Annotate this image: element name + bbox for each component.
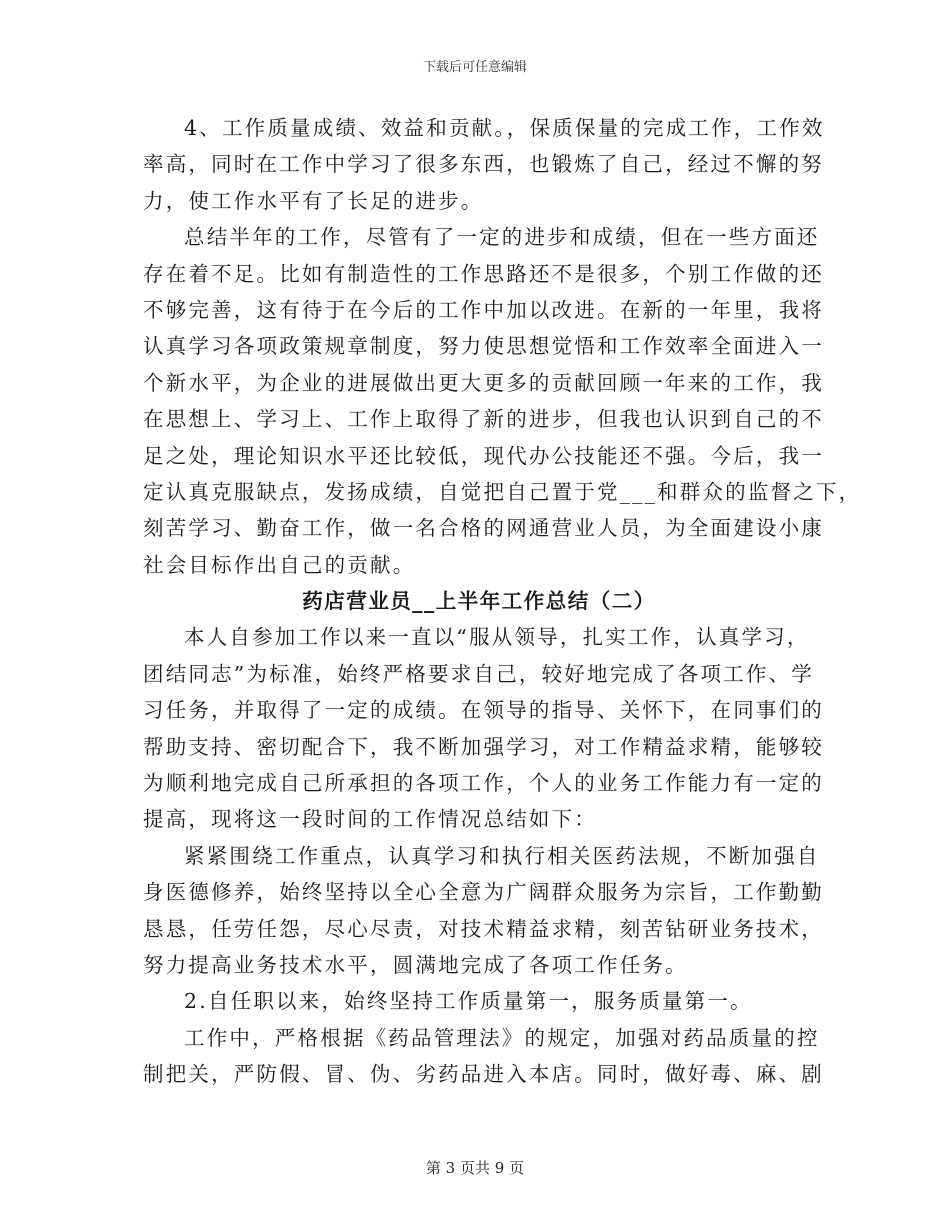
document-body: [143, 110, 862, 1093]
page-header: 下载后可任意编辑: [422, 60, 527, 75]
paragraph-line: 团结同志”为标准，始终严格要求自己，较好地完成了各项工作、学: [143, 661, 814, 686]
paragraph-line: 刻苦学习、勤奋工作，做一名合格的网通营业人员，为全面建设小康: [143, 516, 824, 541]
paragraph-line: 恳恳，任劳任怨，尽心尽责，对技术精益求精，刻苦钻研业务技术，: [143, 916, 824, 941]
paragraph-line: 身医德修养，始终坚持以全心全意为广阔群众服务为宗旨，工作勤勤: [143, 880, 824, 905]
paragraph-line: 定认真克服缺点，发扬成绩，自觉把自己置于党___和群众的监督之下，: [143, 479, 862, 504]
paragraph-line: 社会目标作出自己的贡献。: [143, 552, 416, 577]
paragraph-line: 工作中，严格根据《药品管理法》的规定，加强对药品质量的控: [184, 1025, 820, 1050]
paragraph-line: 提高，现将这一段时间的工作情况总结如下：: [143, 807, 597, 832]
paragraph-line: 2.自任职以来，始终坚持工作质量第一，服务质量第一。: [184, 989, 753, 1014]
paragraph-line: 习任务，并取得了一定的成绩。在领导的指导、关怀下，在同事们的: [143, 698, 824, 723]
paragraph-line: 不够完善，这有待于在今后的工作中加以改进。在新的一年里，我将: [143, 297, 824, 322]
page-footer: 第 3 页共 9 页: [425, 1159, 525, 1177]
paragraph-line: 制把关，严防假、冒、伪、劣药品进入本店。同时，做好毒、麻、剧: [143, 1062, 824, 1087]
paragraph-line: 率高，同时在工作中学习了很多东西，也锻炼了自己，经过不懈的努: [143, 152, 824, 177]
paragraph-line: 努力提高业务技术水平，圆满地完成了各项工作任务。: [143, 952, 688, 977]
paragraph-line: 4、工作质量成绩、效益和贡献。，保质保量的完成工作，工作效: [184, 116, 825, 140]
paragraph-line: 帮助支持、密切配合下，我不断加强学习，对工作精益求精，能够较: [143, 734, 824, 759]
paragraph-line: 认真学习各项政策规章制度，努力使思想觉悟和工作效率全面进入一: [143, 334, 824, 359]
section-title: 药店营业员__上半年工作总结（二）: [302, 589, 656, 614]
paragraph-line: 力，使工作水平有了长足的进步。: [143, 188, 484, 213]
paragraph-line: 在思想上、学习上、工作上取得了新的进步，但我也认识到自己的不: [143, 407, 824, 432]
paragraph-line: 足之处，理论知识水平还比较低，现代办公技能还不强。今后，我一: [143, 443, 824, 468]
paragraph-line: 个新水平，为企业的进展做出更大更多的贡献回顾一年来的工作，我: [143, 370, 824, 395]
paragraph-line: 为顺利地完成自己所承担的各项工作，个人的业务工作能力有一定的: [143, 771, 824, 796]
paragraph-line: 本人自参加工作以来一直以“服从领导，扎实工作，认真学习，: [184, 625, 810, 650]
paragraph-line: 存在着不足。比如有制造性的工作思路还不是很多，个别工作做的还: [143, 261, 824, 286]
paragraph-line: 总结半年的工作，尽管有了一定的进步和成绩，但在一些方面还: [184, 225, 820, 250]
paragraph-line: 紧紧围绕工作重点，认真学习和执行相关医药法规，不断加强自: [184, 843, 820, 868]
